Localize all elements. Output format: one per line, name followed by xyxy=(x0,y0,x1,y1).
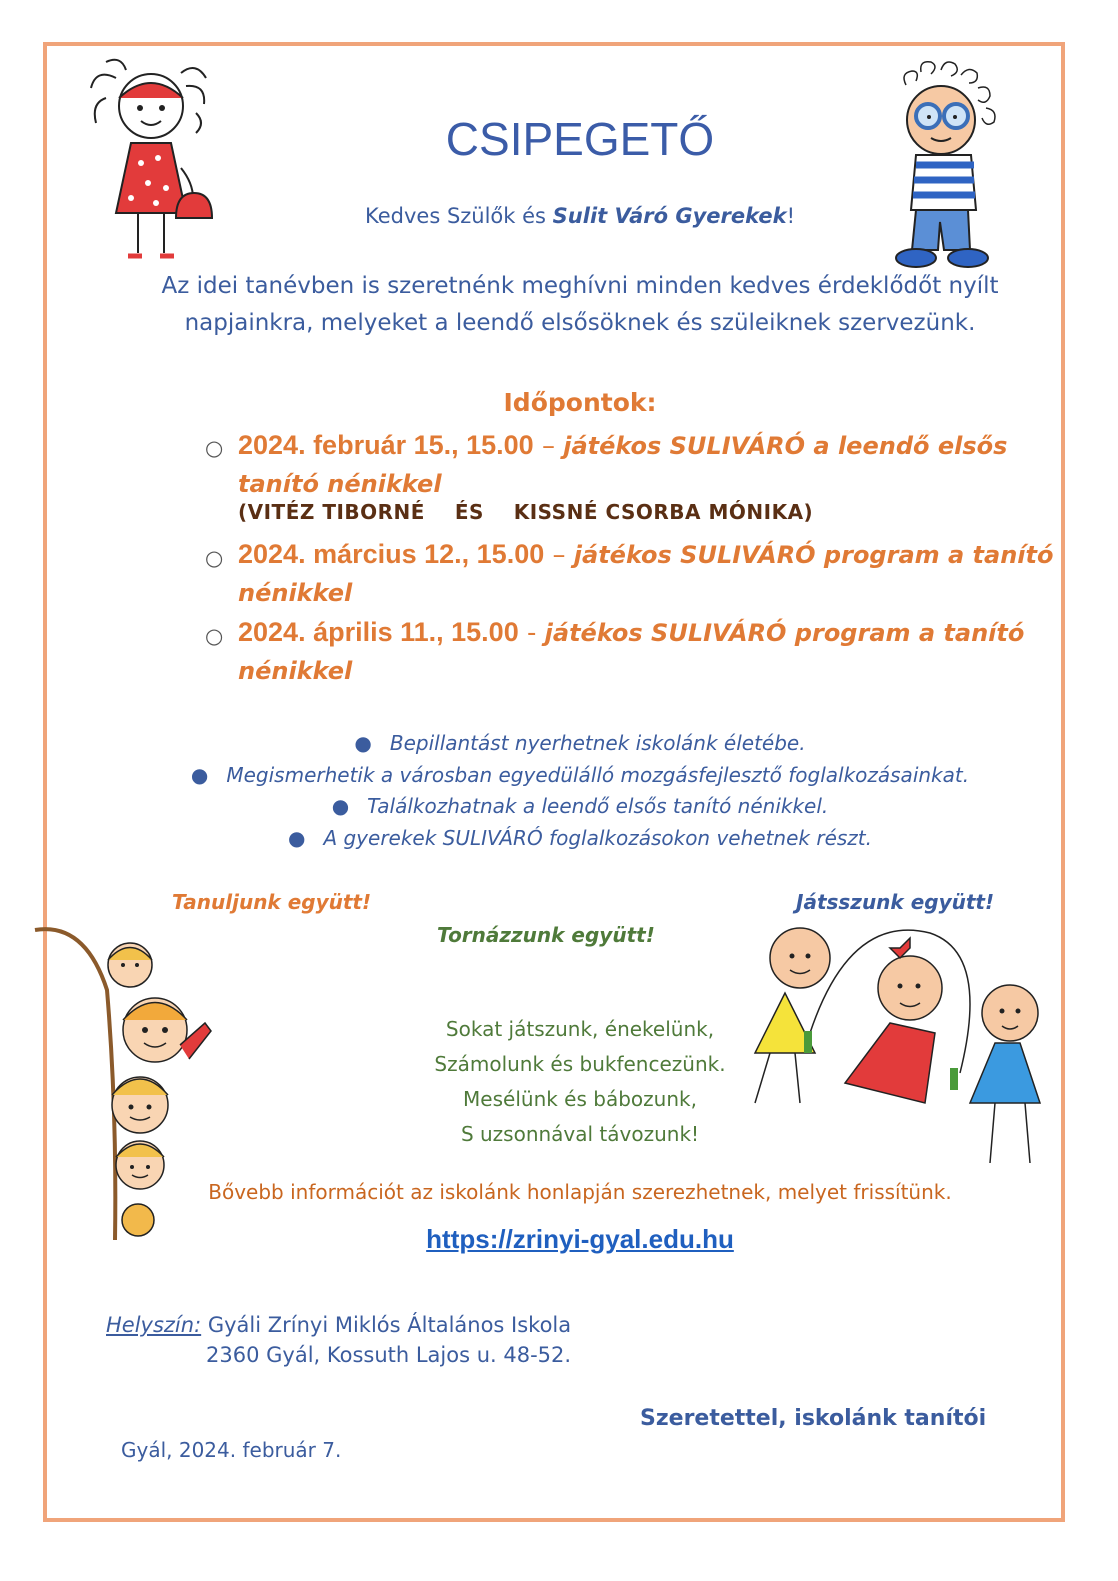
bullet-dot: ● xyxy=(331,794,350,818)
poem-line: Mesélünk és bábozunk, xyxy=(463,1087,697,1111)
benefit-text: A gyerekek SULIVÁRÓ foglalkozásokon vehetnek részt. xyxy=(323,826,872,850)
page-title: CSIPEGETŐ xyxy=(445,113,715,165)
event-3-date: 2024. április 11., 15.00 xyxy=(238,617,519,647)
signature: Szeretettel, iskolánk tanítói xyxy=(640,1406,987,1431)
benefit-text: Bepillantást nyerhetnek iskolánk életébe. xyxy=(389,731,806,755)
times-heading: Időpontok: xyxy=(503,388,657,417)
greeting xyxy=(0,204,1118,228)
benefit-text: Megismerhetik a városban egyedülálló mozgásfejlesztő foglalkozásainkat. xyxy=(226,763,970,787)
benefit-text: Találkozhatnak a leendő elsős tanító nénikkel. xyxy=(367,794,829,818)
poem-line: S uzsonnával távozunk! xyxy=(460,1122,700,1146)
boy-illustration xyxy=(886,60,1006,275)
date-line: Gyál, 2024. február 7. xyxy=(121,1438,342,1462)
slogan-play: Játsszunk együtt! xyxy=(796,890,995,914)
benefit-item xyxy=(0,794,1118,818)
event-bullet-3: ○ xyxy=(205,624,224,648)
website-link[interactable]: https://zrinyi-gyal.edu.hu xyxy=(426,1224,734,1254)
poem xyxy=(370,1012,790,1152)
event-1-sep: – xyxy=(533,431,564,461)
bullet-dot: ● xyxy=(287,826,306,850)
slogan-learn: Tanuljunk együtt! xyxy=(172,890,372,914)
poem-line: Sokat játszunk, énekelünk, xyxy=(445,1017,715,1041)
benefit-item xyxy=(0,763,1118,787)
event-bullet-2: ○ xyxy=(205,546,224,570)
greeting-end: ! xyxy=(786,204,795,228)
benefit-item xyxy=(0,826,1118,850)
event-2 xyxy=(238,535,1078,612)
poem-line: Számolunk és bukfencezünk. xyxy=(434,1052,726,1076)
location-label: Helyszín: xyxy=(106,1313,202,1337)
bullet-dot: ● xyxy=(354,731,372,755)
bullet-dot: ● xyxy=(190,763,209,787)
event-3 xyxy=(238,613,1078,690)
event-1 xyxy=(238,426,1078,503)
benefit-item xyxy=(0,731,1118,755)
event-2-desc: játékos SULIVÁRÓ program a tanító nénikkel xyxy=(238,541,1054,607)
location-address: 2360 Gyál, Kossuth Lajos u. 48-52. xyxy=(206,1343,572,1367)
event-1-date: 2024. február 15., 15.00 xyxy=(238,430,534,460)
event-2-date: 2024. március 12., 15.00 xyxy=(238,539,545,569)
event-3-sep: - xyxy=(518,618,545,648)
location-school: Gyáli Zrínyi Miklós Általános Iskola xyxy=(201,1313,572,1337)
more-info-text: Bővebb információt az iskolánk honlapján szerezhetnek, melyet frissítünk. xyxy=(208,1180,952,1204)
event-2-sep: – xyxy=(544,540,574,570)
intro-text: Az idei tanévben is szeretnénk meghívni minden kedves érdeklődőt nyílt napjainkra, melyeket a leendő elsősöknek és szüleiknek szervezünk. xyxy=(161,273,999,336)
teacher-names: (VITÉZ TIBORNÉ ÉS KISSNÉ CSORBA MÓNIKA) xyxy=(238,500,814,524)
greeting-plain: Kedves Szülők és xyxy=(365,204,553,228)
slogan-gym: Tornázzunk együtt! xyxy=(437,923,655,947)
event-3-desc: játékos SULIVÁRÓ program a tanító nénikkel xyxy=(238,619,1025,685)
greeting-bold: Sulit Váró Gyerekek xyxy=(552,204,787,228)
event-1-desc: játékos SULIVÁRÓ a leendő elsős tanító nénikkel xyxy=(238,432,1008,498)
location xyxy=(106,1308,571,1343)
event-bullet-1: ○ xyxy=(205,436,224,460)
